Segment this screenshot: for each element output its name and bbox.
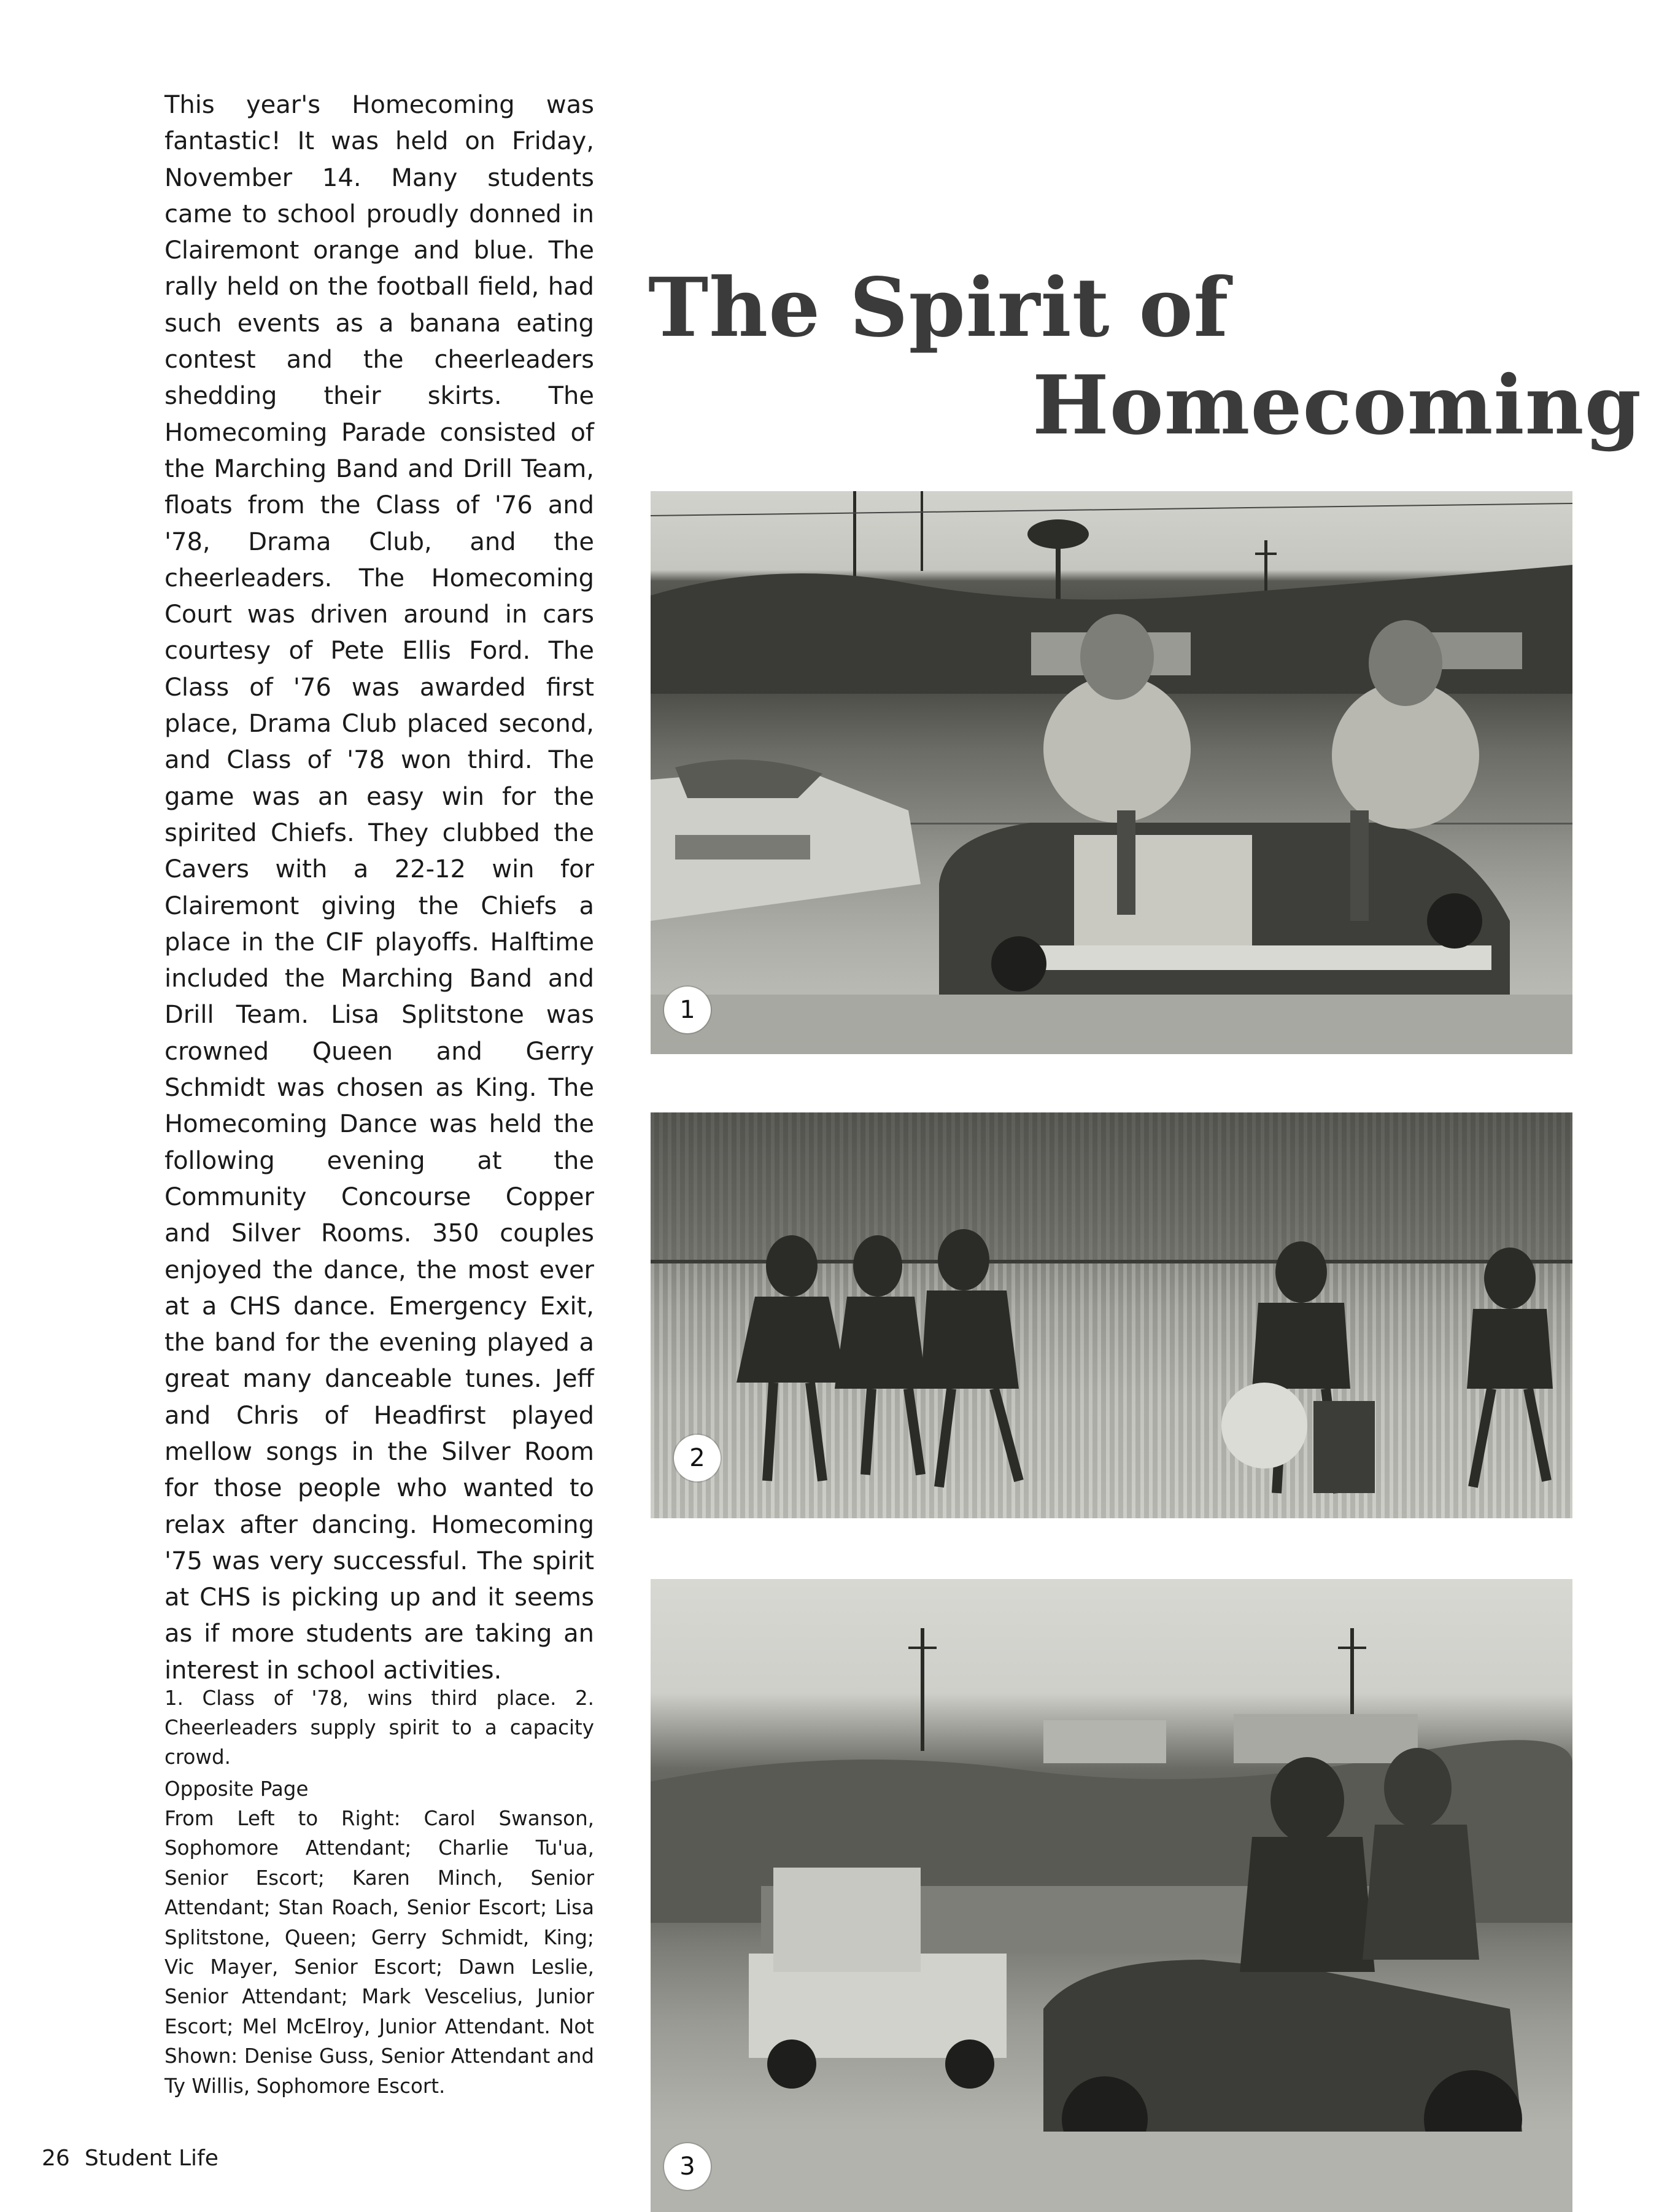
photo-3-scene — [651, 1579, 1572, 2212]
opposite-page-caption: From Left to Right: Carol Swanson, Sophomore Attendant; Charlie Tu'ua, Senior Escort; Karen Minch, Senior Attendant; Stan Roach, Senior Escort; Lisa Splitstone, Queen; Gerry Schmidt, King; Vic Mayer, Senior Escort; Dawn Leslie, Senior Attendant; Mark Vescelius, Junior Escort; Mel McElroy, Junior Attendant. Not Shown: Denise Guss, Senior Attendant and Ty Willis, Sophomore Escort. — [164, 1807, 594, 2098]
photo-2-scene — [651, 1112, 1572, 1518]
page-footer — [42, 2146, 218, 2171]
photo-parade-vehicles — [651, 1579, 1572, 2212]
photo-float-class-of-78 — [651, 491, 1572, 1054]
photo-cheerleaders-crowd — [651, 1112, 1572, 1518]
opposite-page-heading: Opposite Page — [164, 1777, 309, 1801]
photo-captions: 1. Class of '78, wins third place. 2. Cheerleaders supply spirit to a capacity crowd. — [164, 1686, 594, 1769]
page-title-line-1: The Spirit of — [648, 260, 1229, 355]
photo-number-badge: 1 — [664, 987, 711, 1033]
page-number: 26 — [42, 2146, 70, 2171]
photo-1-scene — [651, 491, 1572, 1054]
page-title-line-2: Homecoming — [1032, 358, 1642, 453]
section-name: Student Life — [84, 2146, 218, 2171]
photo-number-badge: 2 — [674, 1435, 721, 1481]
article-body: This year's Homecoming was fantastic! It was held on Friday, November 14. Many students came to school proudly donned in Clairemont orange and blue. The rally held on the football field, had such events as a banana eating contest and the cheerleaders shedding their skirts. The Homecoming Parade consisted of the Marching Band and Drill Team, floats from the Class of '76 and '78, Drama Club, and the cheerleaders. The Homecoming Court was driven around in cars courtesy of Pete Ellis Ford. The Class of '76 was awarded first place, Drama Club placed second, and Class of '78 won third. The game was an easy win for the spirited Chiefs. They clubbed the Cavers with a 22-12 win for Clairemont giving the Chiefs a place in the CIF playoffs. Halftime included the Marching Band and Drill Team. Lisa Splitstone was crowned Queen and Gerry Schmidt was chosen as King. The Homecoming Dance was held the following evening at the Community Concourse Copper and Silver Rooms. 350 couples enjoyed the dance, the most ever at a CHS dance. Emergency Exit, the band for the evening played a great many danceable tunes. Jeff and Chris of Headfirst played mellow songs in the Silver Room for those people who wanted to relax after dancing. Homecoming '75 was very successful. The spirit at CHS is picking up and it seems as if more students are taking an interest in school activities. — [164, 91, 594, 1685]
photo-number-badge: 3 — [664, 2143, 711, 2190]
